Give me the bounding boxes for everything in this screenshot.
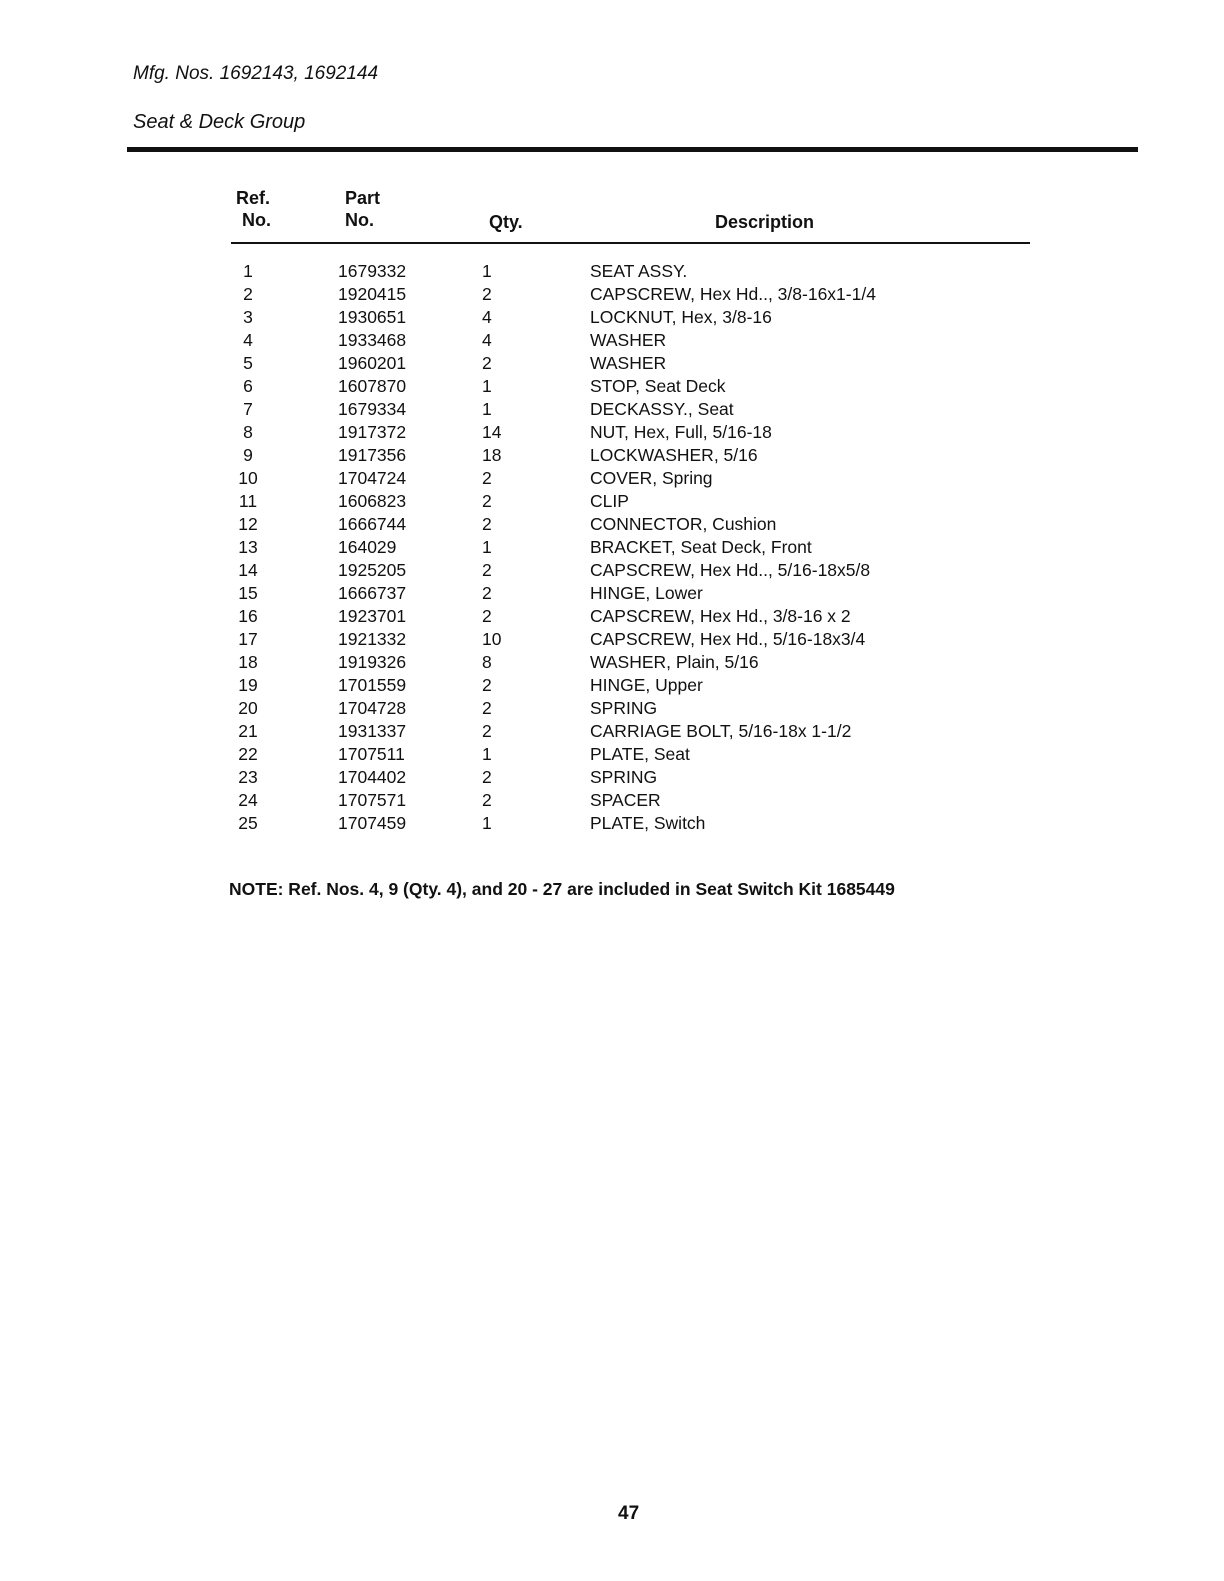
table-row: [0, 352, 1224, 375]
ref-no-cell: 12: [238, 514, 258, 534]
part-header-line2: No.: [345, 210, 374, 230]
description-cell: HINGE, Lower: [590, 583, 703, 603]
qty-cell: 4: [482, 330, 492, 350]
part-no-cell: 1920415: [338, 284, 407, 304]
qty-cell: 2: [482, 560, 492, 580]
table-row: [0, 329, 1224, 352]
ref-no-cell: 23: [238, 767, 258, 787]
qty-cell: 2: [482, 284, 492, 304]
description-cell: CAPSCREW, Hex Hd., 5/16-18x3/4: [590, 629, 866, 649]
part-no-cell: 1930651: [338, 307, 407, 327]
description-cell: SPRING: [590, 767, 658, 787]
part-no-cell: 1666744: [338, 514, 407, 534]
part-no-cell: 1707571: [338, 790, 407, 810]
qty-cell: 10: [482, 629, 502, 649]
qty-cell: 1: [482, 813, 492, 833]
ref-no-cell: 2: [243, 284, 253, 304]
description-cell: WASHER: [590, 353, 667, 373]
table-row: [0, 306, 1224, 329]
group-title: Seat & Deck Group: [133, 111, 306, 133]
part-no-cell: 1704724: [338, 468, 407, 488]
column-header-ref-no: [236, 187, 271, 231]
description-cell: WASHER, Plain, 5/16: [590, 652, 759, 672]
qty-cell: 2: [482, 583, 492, 603]
description-cell: SPACER: [590, 790, 661, 810]
description-cell: WASHER: [590, 330, 667, 350]
table-row: [0, 651, 1224, 674]
qty-cell: 2: [482, 767, 492, 787]
description-cell: PLATE, Switch: [590, 813, 706, 833]
table-row: [0, 674, 1224, 697]
description-cell: CAPSCREW, Hex Hd.., 3/8-16x1-1/4: [590, 284, 876, 304]
table-row: [0, 743, 1224, 766]
ref-no-cell: 16: [238, 606, 258, 626]
ref-no-cell: 5: [243, 353, 253, 373]
ref-no-cell: 17: [238, 629, 258, 649]
qty-cell: 18: [482, 445, 502, 465]
ref-no-cell: 10: [238, 468, 258, 488]
part-no-cell: 1925205: [338, 560, 407, 580]
description-cell: SEAT ASSY.: [590, 261, 688, 281]
description-cell: CARRIAGE BOLT, 5/16-18x 1-1/2: [590, 721, 852, 741]
table-row: [0, 260, 1224, 283]
table-row: [0, 628, 1224, 651]
table-row: [0, 467, 1224, 490]
description-cell: PLATE, Seat: [590, 744, 690, 764]
description-cell: STOP, Seat Deck: [590, 376, 726, 396]
description-cell: SPRING: [590, 698, 658, 718]
table-row: [0, 720, 1224, 743]
qty-cell: 2: [482, 606, 492, 626]
ref-no-cell: 25: [238, 813, 258, 833]
description-cell: LOCKWASHER, 5/16: [590, 445, 758, 465]
part-no-cell: 1960201: [338, 353, 407, 373]
ref-no-cell: 20: [238, 698, 258, 718]
ref-no-cell: 21: [238, 721, 258, 741]
page-number: 47: [618, 1503, 640, 1524]
qty-cell: 14: [482, 422, 502, 442]
description-cell: CLIP: [590, 491, 629, 511]
table-row: [0, 421, 1224, 444]
qty-cell: 2: [482, 514, 492, 534]
column-header-description: Description: [715, 212, 815, 232]
part-no-cell: 1921332: [338, 629, 407, 649]
mfg-numbers: Mfg. Nos. 1692143, 1692144: [133, 63, 379, 84]
ref-no-cell: 14: [238, 560, 258, 580]
ref-no-cell: 22: [238, 744, 258, 764]
ref-no-cell: 11: [238, 491, 258, 511]
part-no-cell: 1606823: [338, 491, 407, 511]
description-cell: CAPSCREW, Hex Hd., 3/8-16 x 2: [590, 606, 851, 626]
part-no-cell: 1923701: [338, 606, 407, 626]
table-row: [0, 536, 1224, 559]
ref-no-cell: 7: [243, 399, 253, 419]
part-no-cell: 164029: [338, 537, 397, 557]
qty-cell: 8: [482, 652, 492, 672]
qty-cell: 1: [482, 399, 492, 419]
part-no-cell: 1704402: [338, 767, 407, 787]
table-row: [0, 398, 1224, 421]
qty-cell: 1: [482, 261, 492, 281]
table-row: [0, 766, 1224, 789]
qty-cell: 4: [482, 307, 492, 327]
part-no-cell: 1679334: [338, 399, 407, 419]
ref-no-cell: 24: [238, 790, 258, 810]
table-header-divider: [231, 242, 1030, 244]
ref-no-cell: 3: [243, 307, 253, 327]
column-header-qty: Qty.: [489, 212, 523, 232]
ref-header-line2: No.: [242, 210, 271, 230]
qty-cell: 2: [482, 353, 492, 373]
ref-no-cell: 15: [238, 583, 258, 603]
part-no-cell: 1933468: [338, 330, 407, 350]
column-header-part-no: [345, 187, 380, 231]
description-cell: HINGE, Upper: [590, 675, 703, 695]
qty-cell: 1: [482, 537, 492, 557]
header-divider: [127, 147, 1138, 152]
ref-no-cell: 6: [243, 376, 253, 396]
table-row: [0, 375, 1224, 398]
part-header-line1: Part: [345, 188, 381, 208]
table-row: [0, 789, 1224, 812]
description-cell: NUT, Hex, Full, 5/16-18: [590, 422, 772, 442]
ref-no-cell: 13: [238, 537, 258, 557]
qty-cell: 2: [482, 721, 492, 741]
part-no-cell: 1701559: [338, 675, 407, 695]
qty-cell: 2: [482, 468, 492, 488]
ref-header-line1: Ref.: [236, 188, 271, 208]
table-row: [0, 582, 1224, 605]
ref-no-cell: 9: [243, 445, 253, 465]
qty-cell: 2: [482, 491, 492, 511]
part-no-cell: 1704728: [338, 698, 407, 718]
qty-cell: 1: [482, 744, 492, 764]
table-row: [0, 697, 1224, 720]
part-no-cell: 1666737: [338, 583, 407, 603]
table-row: [0, 444, 1224, 467]
description-cell: LOCKNUT, Hex, 3/8-16: [590, 307, 772, 327]
ref-no-cell: 4: [243, 330, 253, 350]
part-no-cell: 1707459: [338, 813, 407, 833]
ref-no-cell: 1: [243, 261, 253, 281]
qty-cell: 2: [482, 790, 492, 810]
description-cell: BRACKET, Seat Deck, Front: [590, 537, 812, 557]
parts-table-body: [0, 260, 1224, 835]
kit-note: NOTE: Ref. Nos. 4, 9 (Qty. 4), and 20 - 27 are included in Seat Switch Kit 1685449: [229, 879, 895, 899]
table-row: [0, 490, 1224, 513]
qty-cell: 1: [482, 376, 492, 396]
description-cell: CAPSCREW, Hex Hd.., 5/16-18x5/8: [590, 560, 871, 580]
part-no-cell: 1919326: [338, 652, 407, 672]
part-no-cell: 1679332: [338, 261, 407, 281]
ref-no-cell: 19: [238, 675, 258, 695]
ref-no-cell: 18: [238, 652, 258, 672]
description-cell: CONNECTOR, Cushion: [590, 514, 777, 534]
part-no-cell: 1931337: [338, 721, 407, 741]
table-row: [0, 513, 1224, 536]
part-no-cell: 1707511: [338, 744, 405, 764]
description-cell: COVER, Spring: [590, 468, 713, 488]
table-row: [0, 812, 1224, 835]
part-no-cell: 1917356: [338, 445, 407, 465]
qty-cell: 2: [482, 698, 492, 718]
table-row: [0, 605, 1224, 628]
table-row: [0, 559, 1224, 582]
part-no-cell: 1607870: [338, 376, 407, 396]
table-row: [0, 283, 1224, 306]
ref-no-cell: 8: [243, 422, 253, 442]
description-cell: DECKASSY., Seat: [590, 399, 734, 419]
qty-cell: 2: [482, 675, 492, 695]
part-no-cell: 1917372: [338, 422, 407, 442]
